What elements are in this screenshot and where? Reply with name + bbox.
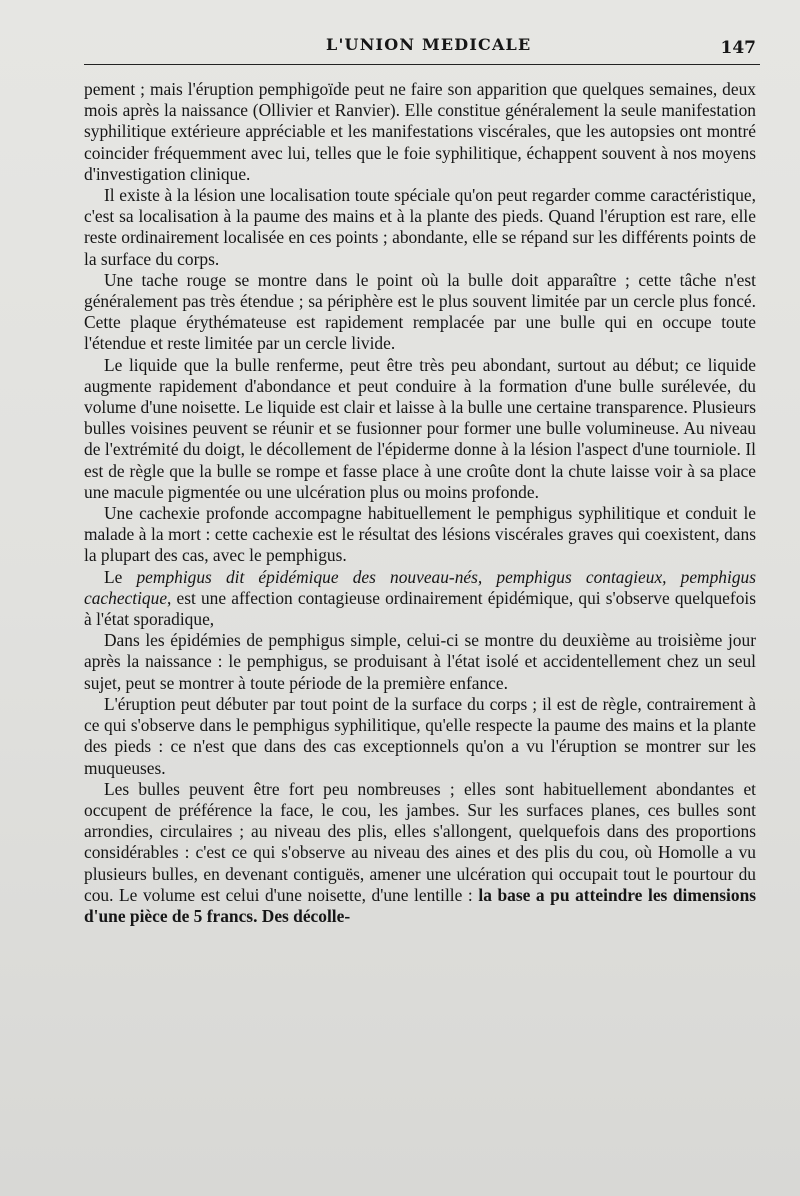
paragraph: Dans les épidémies de pemphigus simple, celui-ci se montre du deuxième au troisième jour après la naissance : le pemphigus, se produisant à l'état isolé et accidentellement chez un seul sujet, peut se montrer à toute période de la première enfance. bbox=[84, 630, 756, 693]
paragraph: Une tache rouge se montre dans le point où la bulle doit apparaître ; cette tâche n'est généralement pas très étendue ; sa périphère est le plus souvent limitée par un cercle plus foncé. Cette plaque érythémateuse est rapidement remplacée par une bulle qui en occupe toute l'étendue et reste limitée par un cercle livide. bbox=[84, 269, 756, 354]
paragraph: L'éruption peut débuter par tout point de la surface du corps ; il est de règle, contrairement à ce qui s'observe dans le pemphigus syphilitique, qu'elle respecte la paume des mains et la plante des pieds : ce n'est que dans des cas exceptionnels qu'on a vu l'éruption se montrer sur les muqueuses. bbox=[84, 693, 756, 778]
running-header bbox=[84, 32, 760, 65]
paragraph-rest: , est une affection contagieuse ordinairement épidémique, qui s'observe quelquefois à l'état sporadique, bbox=[84, 587, 756, 630]
paragraph: Une cachexie profonde accompagne habituellement le pemphigus syphilitique et conduit le malade à la mort : cette cachexie est le résultat des lésions viscérales graves qui coexistent, dans la plupart des cas, avec le pemphigus. bbox=[84, 503, 756, 566]
paragraph-text: Les bulles peuvent être fort peu nombreuses ; elles sont habituellement abondantes et occupent de préférence la face, le cou, les jambes. Sur les surfaces planes, ces bulles sont arrondies, circulaires ; au niveau des plis, elles s'allongent, quelquefois dans des proportions considérables : c'est ce qui s'observe au niveau des aines et des plis du cou, où Homolle a vu plusieurs bulles, en devenant contiguës, amener une ulcération qui occupait tout le pourtour du cou. Le volume est celui d'une noisette, d'une lentille : bbox=[84, 778, 756, 905]
page-number: 147 bbox=[720, 38, 756, 58]
paragraph-lead: Le bbox=[104, 566, 137, 587]
paragraph-epidemic-pemphigus bbox=[84, 567, 756, 631]
bold-final-line: la base a pu atteindre les dimensions d'une pièce de 5 francs. Des décolle- bbox=[84, 884, 757, 926]
paragraph: pement ; mais l'éruption pemphigoïde peut ne faire son apparition que quelques semaines, deux mois après la naissance (Ollivier et Ranvier). Elle constitue généralement la seule manifestation syphilitique extérieure appréciable et les manifestations viscérales, que les autopsies ont montré coincider fréquemment avec lui, telles que le foie syphilitique, échappent souvent à nos moyens d'investigation clinique. bbox=[84, 79, 756, 184]
italic-term: pemphigus dit épidémique des nouveau-nés, pemphigus contagieux, pemphigus cachectique bbox=[84, 566, 756, 608]
body-text bbox=[84, 79, 756, 927]
paragraph: Il existe à la lésion une localisation toute spéciale qu'on peut regarder comme caractéristique, c'est sa localisation à la paume des mains et à la plante des pieds. Quand l'éruption est rare, elle reste ordinairement localisée en ces points ; abondante, elle se répand sur les différents points de la surface du corps. bbox=[84, 185, 756, 269]
paragraph-last bbox=[84, 779, 756, 927]
paragraph: Le liquide que la bulle renferme, peut être très peu abondant, surtout au début; ce liquide augmente rapidement d'abondance et peut conduire à la formation d'une bulle surélevée, du volume d'une noisette. Le liquide est clair et laisse à la bulle une certaine transparence. Plusieurs bulles voisines peuvent se réunir et se fusionner pour former une bulle volumineuse. Au niveau de l'extrémité du doigt, le décollement de l'épiderme donne à la lésion l'aspect d'une tourniole. Il est de règle que la bulle se rompe et fasse place à une croûte dont la chute laisse voir à sa place une macule pigmentée ou une ulcération plus ou moins profonde. bbox=[84, 354, 756, 502]
journal-title: L'UNION MEDICALE bbox=[326, 35, 532, 54]
